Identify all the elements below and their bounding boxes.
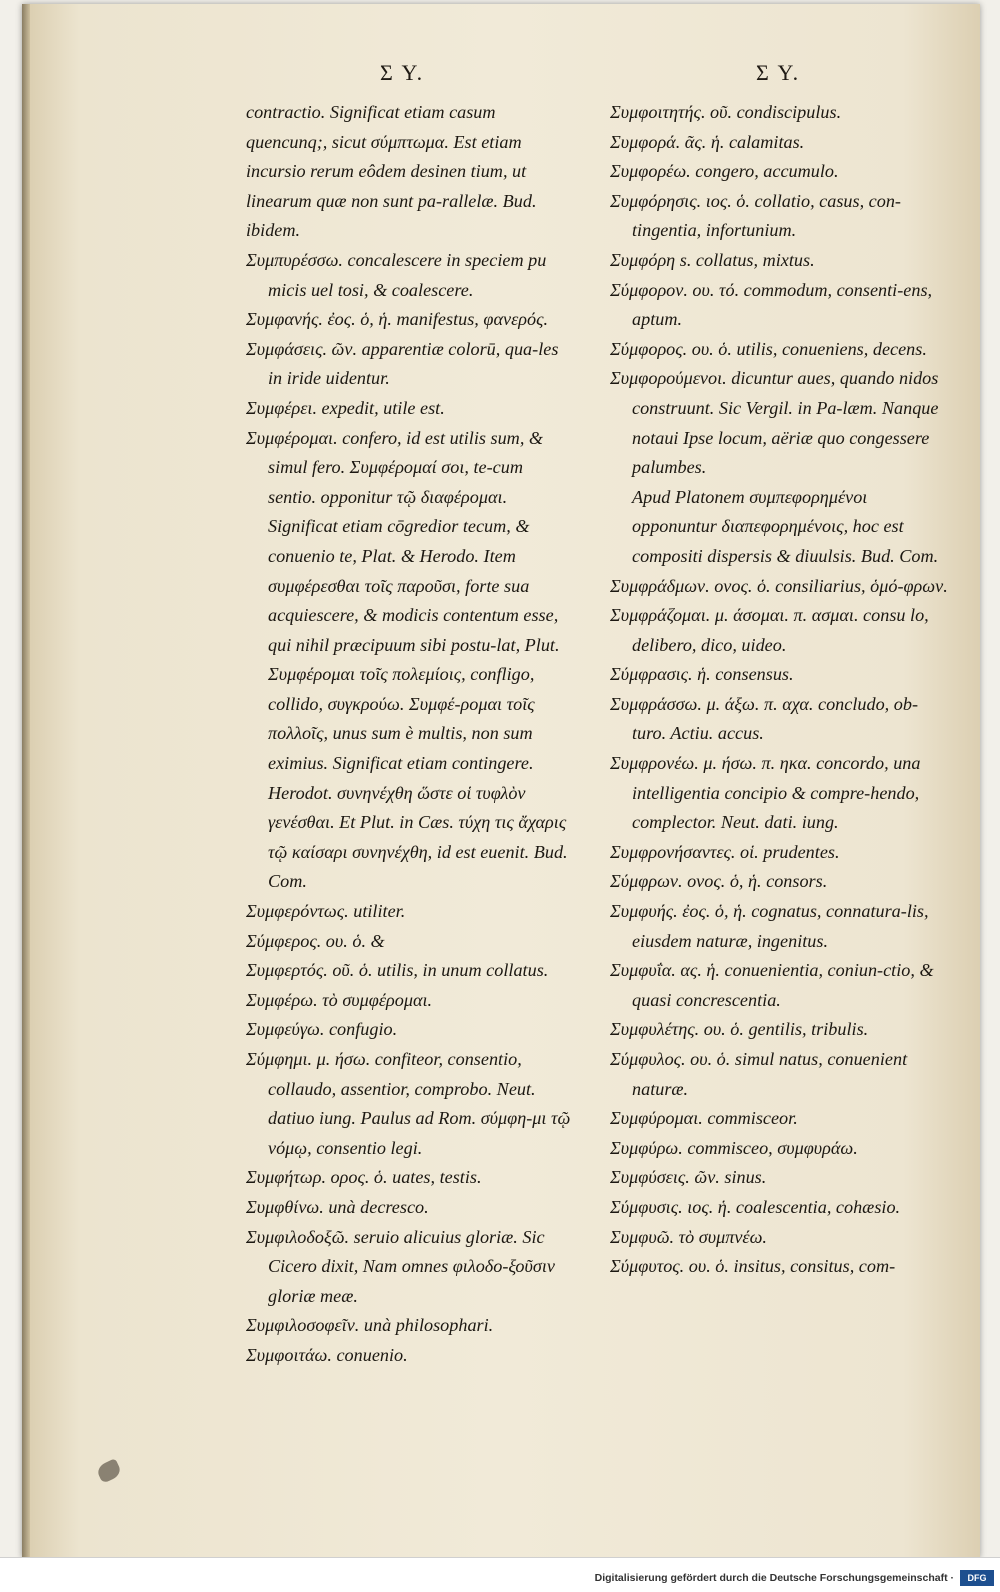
dictionary-entry: Συμφύρομαι. commisceor. <box>610 1108 798 1129</box>
dictionary-entry: Συμφόρη s. collatus, mixtus. <box>610 249 815 270</box>
dictionary-entry: Σύμφρασις. ἡ. consensus. <box>610 664 794 685</box>
footer-bar <box>0 1557 1000 1592</box>
running-head-right: Σ Υ. <box>756 60 801 85</box>
dictionary-entry: Συμφερτός. οῦ. ὁ. utilis, in unum collatus. <box>246 960 549 981</box>
dictionary-entry: Σύμφυλος. ου. ὁ. simul natus, conuenient naturæ. <box>610 1049 908 1099</box>
dictionary-entry: Συμφέρομαι. confero, id est utilis sum, & simul fero. Συμφέρομαί σοι, te-cum sentio. opponitur τῷ διαφέρομαι. <box>246 427 544 507</box>
dictionary-entry: Συμφορά. ᾶς. ἡ. calamitas. <box>610 131 805 152</box>
dictionary-entry: Significat etiam cōgredior tecum, & conuenio te, Plat. & Herodo. Item συμφέρεσθαι τοῖς παροῦσι, forte sua acquiescere, & modicis contentum esse, qui nihil præcipuum sibi postu-lat, Plut. Συμφέρομαι τοῖς πολεμίοις, confligo, collido, συγκρούω. Συμφέ-ρομαι τοῖς πολλοῖς, unus sum è multis, non sum eximius. Significat etiam contingere. Herodot. συνηνέχθη ὥστε οἱ τυφλὸν γενέσθαι. Et Plut. in Cæs. τύχη τις ἄχαρις τῷ καίσαρι συνηνέχθη, id est euenit. Bud. Com. <box>268 516 568 892</box>
dictionary-entry: Συμφιλοσοφεῖν. unà philosophari. <box>246 1315 494 1336</box>
dictionary-entry: Συμφρονήσαντες. οἱ. prudentes. <box>610 841 840 862</box>
dictionary-entry: Συμφυλέτης. ου. ὁ. gentilis, tribulis. <box>610 1019 869 1040</box>
dictionary-entry: Συμφανής. ἐος. ὁ, ἡ. manifestus, φανερός. <box>246 309 548 330</box>
dictionary-entry: Συμφράσσω. μ. άξω. π. αχα. concludo, ob-turo. Actiu. accus. <box>610 693 919 744</box>
dictionary-entry: Συμφυῶ. τὸ συμπνέω. <box>610 1226 767 1247</box>
right-column <box>610 98 950 1282</box>
page-binding-edge <box>22 4 30 1558</box>
dictionary-entry: Σύμφυτος. ου. ὁ. insitus, consitus, com- <box>610 1256 896 1277</box>
dictionary-entry: Συμφύσεις. ῶν. sinus. <box>610 1167 767 1188</box>
dictionary-entry: Συμφράδμων. ονος. ὁ. consiliarius, ὁμό-φρων. <box>610 575 948 596</box>
dictionary-entry: Συμφιλοδοξῶ. seruio alicuius gloriæ. Sic Cicero dixit, Nam omnes φιλοδο-ξοῦσιν gloriæ meæ. <box>246 1226 555 1306</box>
dictionary-entry: Συμφθίνω. unà decresco. <box>246 1196 429 1217</box>
dictionary-entry: Σύμφημι. μ. ήσω. confiteor, consentio, collaudo, assentior, comprobo. Neut. datiuo iung. Paulus ad Rom. σύμφη-μι τῷ νόμῳ, consentio legi. <box>246 1049 571 1158</box>
running-head-left: Σ Υ. <box>380 60 425 85</box>
dictionary-entry: Σύμφορον. ου. τό. commodum, consenti-ens, aptum. <box>610 279 933 330</box>
dictionary-entry: Apud Platonem συμπεφορημένοι opponuntur διαπεφορημένοις, hoc est compositi dispersis & diuulsis. Bud. Com. <box>632 486 939 566</box>
dictionary-entry: Συμφράζομαι. μ. άσομαι. π. ασμαι. consu lo, delibero, dico, uideo. <box>610 605 929 655</box>
dictionary-entry: Συμφυΐα. ας. ἡ. conuenientia, coniun-ctio, & quasi concrescentia. <box>610 960 934 1010</box>
dictionary-entry: Συμφυής. ἐος. ὁ, ἡ. cognatus, connatura-lis, eiusdem naturæ, ingenitus. <box>610 901 929 951</box>
left-column <box>246 98 574 1371</box>
dictionary-entry: Συμφοιτάω. conuenio. <box>246 1344 408 1365</box>
dictionary-entry: Συμφέρω. τὸ συμφέρομαι. <box>246 989 433 1010</box>
dictionary-entry: Συμφοιτητής. οῦ. condiscipulus. <box>610 102 842 122</box>
dictionary-entry: Συμφερόντως. utiliter. <box>246 901 406 922</box>
dictionary-entry: Συμπυρέσσω. concalescere in speciem pu micis uel tosi, & coalescere. <box>246 249 547 300</box>
dictionary-entry: Συμφήτωρ. ορος. ὁ. uates, testis. <box>246 1167 482 1188</box>
dictionary-entry: Σύμφορος. ου. ὁ. utilis, conueniens, decens. <box>610 338 927 359</box>
dictionary-entry: Συμφόρησις. ιος. ὁ. collatio, casus, con-tingentia, infortunium. <box>610 190 901 241</box>
dictionary-entry: Συμφέρει. expedit, utile est. <box>246 397 445 418</box>
dfg-logo-icon: DFG <box>960 1570 994 1586</box>
dictionary-entry: Συμφρονέω. μ. ήσω. π. ηκα. concordo, una intelligentia concipio & compre-hendo, complector. Neut. dati. iung. <box>610 753 921 833</box>
funding-credit: Digitalisierung gefördert durch die Deutsche Forschungsgemeinschaft · <box>594 1572 954 1584</box>
dictionary-entry: contractio. Significat etiam casum quencunq;, sicut σύμπτωμα. Est etiam incursio rerum eôdem desinen tium, ut linearum quæ non sunt pa-rallelæ. Bud. ibidem. <box>246 102 537 241</box>
dictionary-entry: Συμφορέω. congero, accumulo. <box>610 161 839 182</box>
dictionary-entry: Σύμφυσις. ιος. ἡ. coalescentia, cohæsio. <box>610 1196 901 1217</box>
dictionary-entry: Σύμφρων. ονος. ὁ, ἡ. consors. <box>610 871 828 892</box>
dictionary-entry: Συμφορούμενοι. dicuntur aues, quando nidos construunt. Sic Vergil. in Pa-læm. Nanque notaui Ipse locum, aëriæ quo congessere palumbes. <box>610 368 939 478</box>
dictionary-entry: Συμφεύγω. confugio. <box>246 1019 398 1040</box>
dictionary-entry: Συμφάσεις. ῶν. apparentiæ colorū, qua-les in iride uidentur. <box>246 338 559 389</box>
dictionary-entry: Συμφύρω. commisceo, συμφυράω. <box>610 1137 858 1158</box>
dictionary-entry: Σύμφερος. ου. ὁ. & <box>246 930 385 951</box>
